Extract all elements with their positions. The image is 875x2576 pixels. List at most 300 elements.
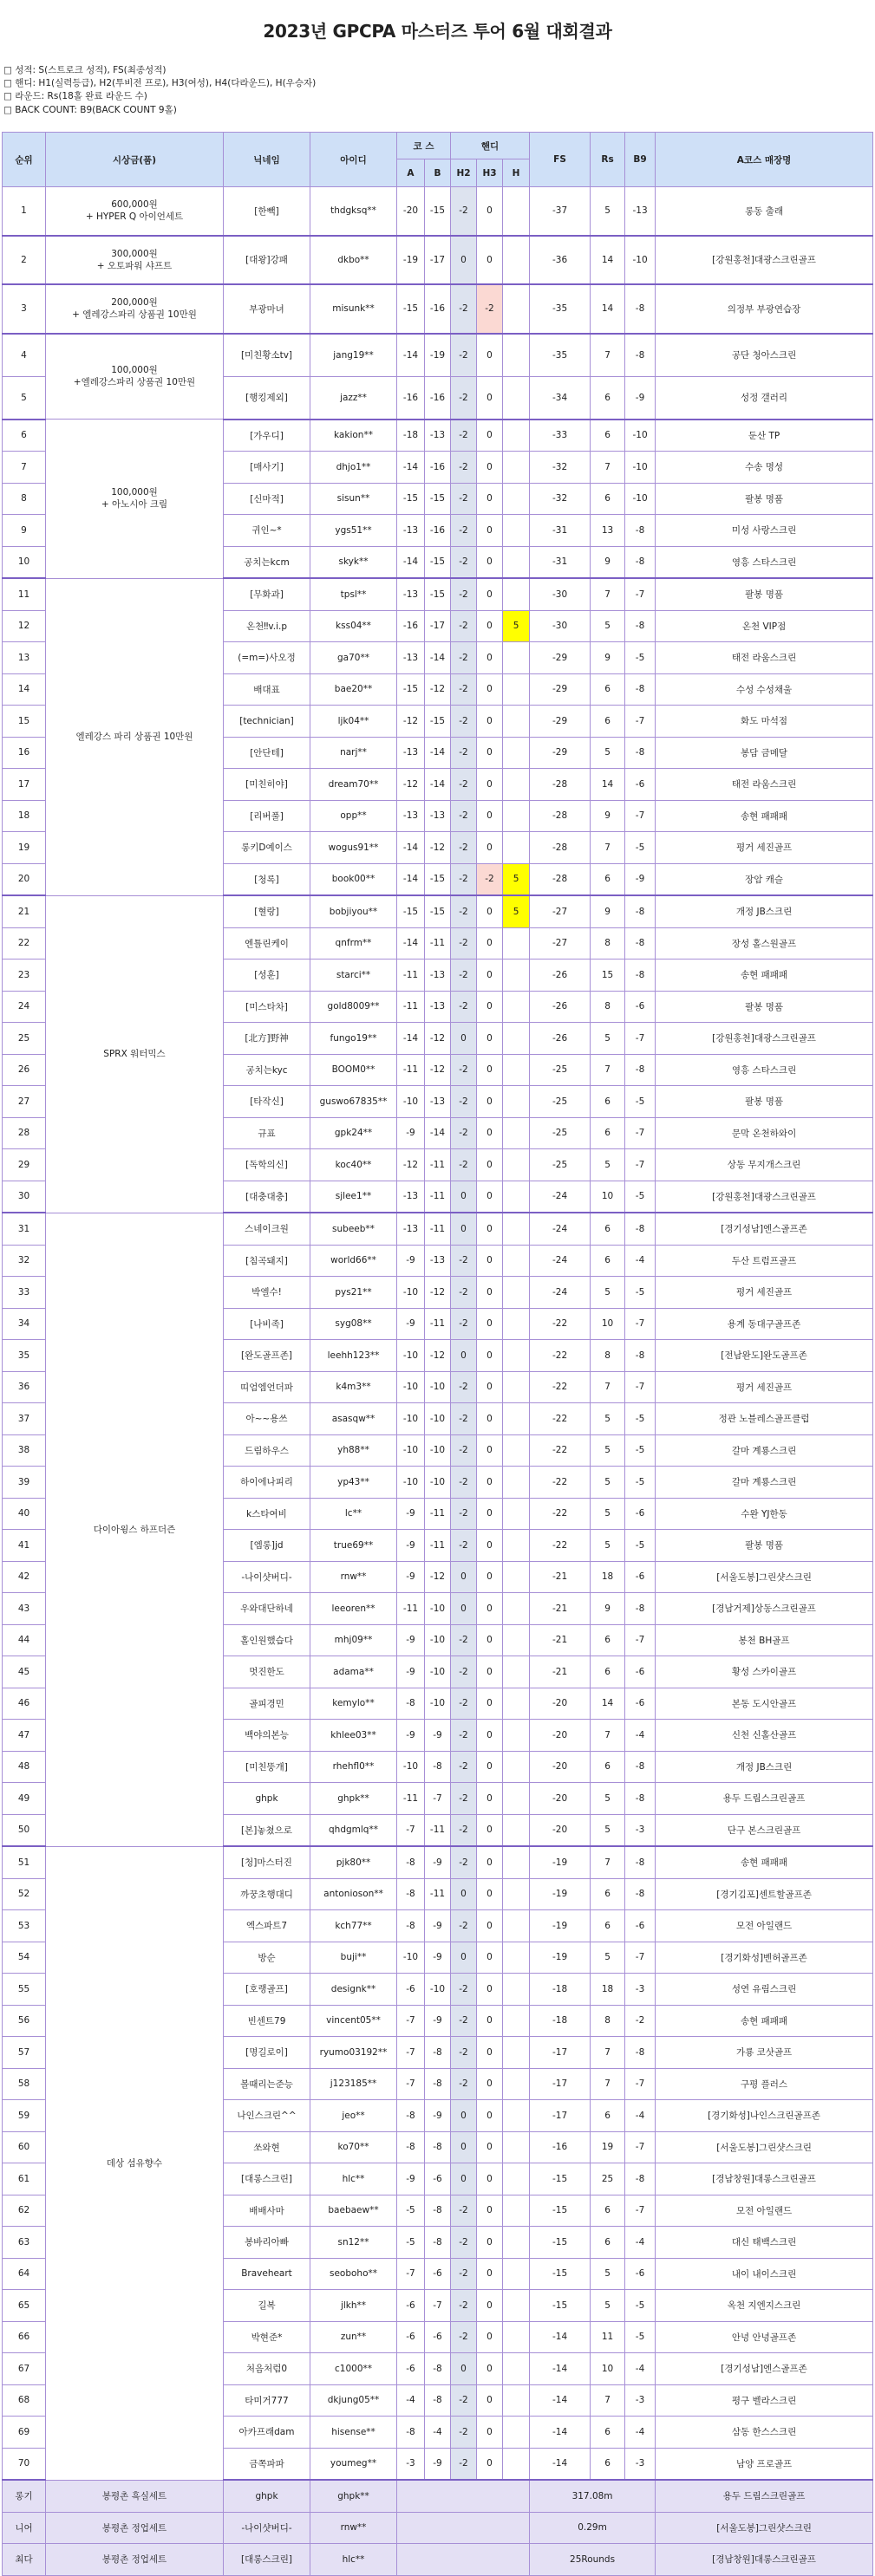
b9-cell: -7: [625, 2195, 656, 2227]
h2-cell: -2: [451, 2448, 477, 2480]
rank-cell: 58: [3, 2068, 46, 2100]
h2-cell: 0: [451, 1213, 477, 1245]
id-cell: jang19**: [310, 334, 397, 377]
b9-cell: -13: [625, 187, 656, 236]
id-cell: dkjung05**: [310, 2384, 397, 2417]
nickname-cell: 멋진한도: [224, 1656, 310, 1688]
nickname-cell: 까꿍초행대디: [224, 1878, 310, 1910]
rank-cell: 47: [3, 1720, 46, 1752]
b9-cell: -9: [625, 376, 656, 420]
course-b-cell: -8: [425, 2068, 451, 2100]
rank-cell: 18: [3, 800, 46, 832]
course-b-cell: -8: [425, 2384, 451, 2417]
course-a-cell: -14: [397, 927, 425, 959]
venue-cell: 갈마 계룡스크린: [656, 1467, 873, 1499]
course-a-cell: -8: [397, 1688, 425, 1720]
h-cell: [503, 1371, 530, 1403]
course-b-cell: -17: [425, 610, 451, 642]
rank-cell: 28: [3, 1117, 46, 1149]
rank-cell: 52: [3, 1878, 46, 1910]
rs-cell: 5: [591, 187, 625, 236]
h-cell: [503, 376, 530, 420]
h2-cell: -2: [451, 2195, 477, 2227]
h2-cell: 0: [451, 2353, 477, 2385]
fs-cell: -31: [530, 546, 591, 578]
b9-cell: -8: [625, 334, 656, 377]
h2-cell: 0: [451, 2131, 477, 2163]
nickname-cell: [무화과]: [224, 578, 310, 610]
rs-cell: 6: [591, 1117, 625, 1149]
rank-cell: 19: [3, 832, 46, 864]
h-cell: [503, 1054, 530, 1086]
course-b-cell: -13: [425, 991, 451, 1023]
rs-cell: 13: [591, 515, 625, 547]
h-cell: [503, 1974, 530, 2006]
rs-cell: 6: [591, 2448, 625, 2480]
rank-cell: 61: [3, 2163, 46, 2195]
course-b-cell: -15: [425, 578, 451, 610]
b9-cell: -8: [625, 1213, 656, 1245]
h3-cell: 0: [477, 2258, 503, 2290]
h-cell: [503, 420, 530, 452]
venue-cell: 봉천 BH골프: [656, 1624, 873, 1656]
fs-cell: -26: [530, 1023, 591, 1055]
id-cell: pjk80**: [310, 1846, 397, 1878]
h3-cell: 0: [477, 2131, 503, 2163]
id-cell: baebaew**: [310, 2195, 397, 2227]
venue-cell: 가룡 코삿골프: [656, 2037, 873, 2069]
course-a-cell: -13: [397, 578, 425, 610]
h-cell: [503, 706, 530, 738]
venue-cell: 공단 청아스크린: [656, 334, 873, 377]
nickname-cell: [안단테]: [224, 737, 310, 769]
nickname-cell: 배배사마: [224, 2195, 310, 2227]
award-row: [3, 2544, 873, 2576]
course-b-cell: -13: [425, 1086, 451, 1118]
course-a-cell: -5: [397, 2195, 425, 2227]
rs-cell: 5: [591, 737, 625, 769]
course-b-cell: -14: [425, 1117, 451, 1149]
rs-cell: 9: [591, 546, 625, 578]
id-cell: syg08**: [310, 1308, 397, 1340]
nickname-cell: 골피경민: [224, 1688, 310, 1720]
venue-cell: 영흥 스타스크린: [656, 1054, 873, 1086]
b9-cell: -5: [625, 2321, 656, 2353]
fs-cell: -22: [530, 1530, 591, 1562]
fs-cell: -22: [530, 1308, 591, 1340]
nickname-cell: [미친황소tv]: [224, 334, 310, 377]
fs-cell: -28: [530, 832, 591, 864]
fs-cell: -29: [530, 673, 591, 706]
h-cell: [503, 800, 530, 832]
id-cell: antonioson**: [310, 1878, 397, 1910]
rank-cell: 43: [3, 1593, 46, 1625]
h2-cell: -2: [451, 483, 477, 515]
h3-cell: 0: [477, 483, 503, 515]
course-b-cell: -12: [425, 832, 451, 864]
nickname-cell: 롱키D예이스: [224, 832, 310, 864]
nickname-cell: 엔틀린케이: [224, 927, 310, 959]
h-cell: [503, 2417, 530, 2449]
b9-cell: -5: [625, 1467, 656, 1499]
nickname-cell: 박엘수!: [224, 1277, 310, 1309]
course-b-cell: -10: [425, 1624, 451, 1656]
h2-cell: -2: [451, 1149, 477, 1181]
course-b-cell: -9: [425, 1942, 451, 1974]
rank-cell: 54: [3, 1942, 46, 1974]
h2-cell: -2: [451, 991, 477, 1023]
course-a-cell: -10: [397, 1340, 425, 1372]
nickname-cell: 배대표: [224, 673, 310, 706]
rank-cell: 13: [3, 642, 46, 674]
header-course-a: A: [397, 159, 425, 187]
course-b-cell: -6: [425, 2258, 451, 2290]
award-nickname: [대롱스크린]: [224, 2544, 310, 2576]
course-b-cell: -15: [425, 895, 451, 927]
rank-cell: 67: [3, 2353, 46, 2385]
rank-cell: 50: [3, 1814, 46, 1846]
fs-cell: -28: [530, 800, 591, 832]
nickname-cell: [청록]: [224, 863, 310, 895]
fs-cell: -36: [530, 236, 591, 285]
nickname-cell: [미친뚱개]: [224, 1751, 310, 1783]
h3-cell: 0: [477, 991, 503, 1023]
rank-cell: 49: [3, 1783, 46, 1815]
rank-cell: 20: [3, 863, 46, 895]
course-b-cell: -11: [425, 1498, 451, 1530]
b9-cell: -7: [625, 1149, 656, 1181]
h2-cell: 0: [451, 1561, 477, 1593]
rank-cell: 53: [3, 1910, 46, 1942]
id-cell: kch77**: [310, 1910, 397, 1942]
course-a-cell: -4: [397, 2384, 425, 2417]
award-label: 롱기: [3, 2480, 46, 2512]
h-cell: [503, 1245, 530, 1277]
b9-cell: -4: [625, 1245, 656, 1277]
course-b-cell: -9: [425, 1910, 451, 1942]
table-body: [3, 187, 873, 2576]
h-cell: [503, 2290, 530, 2322]
b9-cell: -3: [625, 2448, 656, 2480]
venue-cell: 둔산 TP: [656, 420, 873, 452]
h3-cell: 0: [477, 515, 503, 547]
h3-cell: 0: [477, 832, 503, 864]
nickname-cell: 부광마녀: [224, 284, 310, 334]
venue-cell: 팔봉 명품: [656, 1086, 873, 1118]
nickname-cell: [미친히야]: [224, 769, 310, 801]
h2-cell: -2: [451, 284, 477, 334]
h2-cell: -2: [451, 2258, 477, 2290]
id-cell: mhj09**: [310, 1624, 397, 1656]
b9-cell: -10: [625, 452, 656, 484]
fs-cell: -22: [530, 1434, 591, 1467]
rank-cell: 70: [3, 2448, 46, 2480]
h-cell: [503, 515, 530, 547]
venue-cell: 팔봉 명품: [656, 578, 873, 610]
course-a-cell: -8: [397, 2417, 425, 2449]
course-b-cell: -12: [425, 1561, 451, 1593]
h3-cell: 0: [477, 1751, 503, 1783]
table-row: [3, 236, 873, 285]
id-cell: true69**: [310, 1530, 397, 1562]
h-cell: [503, 1561, 530, 1593]
course-b-cell: -11: [425, 1530, 451, 1562]
venue-cell: 상동 무지개스크린: [656, 1149, 873, 1181]
rs-cell: 5: [591, 1434, 625, 1467]
nickname-cell: [엠롱]jd: [224, 1530, 310, 1562]
award-venue: [경남창원]대롱스크린골프: [656, 2544, 873, 2576]
course-a-cell: -8: [397, 2131, 425, 2163]
award-empty: [397, 2544, 530, 2576]
h3-cell: 0: [477, 1213, 503, 1245]
course-b-cell: -15: [425, 483, 451, 515]
rs-cell: 6: [591, 2227, 625, 2259]
h-cell: [503, 2005, 530, 2037]
h2-cell: -2: [451, 1498, 477, 1530]
h2-cell: -2: [451, 769, 477, 801]
fs-cell: -33: [530, 420, 591, 452]
h-cell: [503, 1751, 530, 1783]
b9-cell: -8: [625, 895, 656, 927]
venue-cell: 영흥 스타스크린: [656, 546, 873, 578]
fs-cell: -15: [530, 2195, 591, 2227]
course-a-cell: -11: [397, 1593, 425, 1625]
fs-cell: -37: [530, 187, 591, 236]
course-b-cell: -13: [425, 800, 451, 832]
h2-cell: -2: [451, 1371, 477, 1403]
b9-cell: -7: [625, 1023, 656, 1055]
id-cell: seoboho**: [310, 2258, 397, 2290]
h-cell: 5: [503, 863, 530, 895]
course-a-cell: -10: [397, 1403, 425, 1435]
h2-cell: -2: [451, 800, 477, 832]
id-cell: designk**: [310, 1974, 397, 2006]
venue-cell: [경기김포]센트할골프존: [656, 1878, 873, 1910]
h3-cell: 0: [477, 1149, 503, 1181]
course-b-cell: -11: [425, 1149, 451, 1181]
fs-cell: -24: [530, 1277, 591, 1309]
course-b-cell: -8: [425, 2131, 451, 2163]
venue-cell: 옥천 지엔지스크린: [656, 2290, 873, 2322]
b9-cell: -5: [625, 1434, 656, 1467]
fs-cell: -29: [530, 737, 591, 769]
venue-cell: 단구 본스크린골프: [656, 1814, 873, 1846]
h-cell: [503, 2384, 530, 2417]
b9-cell: -8: [625, 2163, 656, 2195]
h3-cell: 0: [477, 1974, 503, 2006]
rs-cell: 6: [591, 1213, 625, 1245]
b9-cell: -4: [625, 2227, 656, 2259]
h2-cell: -2: [451, 737, 477, 769]
nickname-cell: [혈랑]: [224, 895, 310, 927]
b9-cell: -8: [625, 1751, 656, 1783]
b9-cell: -4: [625, 1720, 656, 1752]
rs-cell: 7: [591, 578, 625, 610]
h3-cell: 0: [477, 1403, 503, 1435]
venue-cell: 신천 신홀산골프: [656, 1720, 873, 1752]
venue-cell: 황성 스카이골프: [656, 1656, 873, 1688]
b9-cell: -7: [625, 706, 656, 738]
rank-cell: 21: [3, 895, 46, 927]
h2-cell: -2: [451, 2037, 477, 2069]
id-cell: ghpk**: [310, 1783, 397, 1815]
h3-cell: 0: [477, 1054, 503, 1086]
fs-cell: -14: [530, 2321, 591, 2353]
rank-cell: 60: [3, 2131, 46, 2163]
table-header: [3, 133, 873, 187]
nickname-cell: 방순: [224, 1942, 310, 1974]
b9-cell: -8: [625, 610, 656, 642]
h-cell: [503, 832, 530, 864]
id-cell: dkbo**: [310, 236, 397, 285]
h3-cell: 0: [477, 2037, 503, 2069]
h2-cell: -2: [451, 895, 477, 927]
h-cell: [503, 1403, 530, 1435]
id-cell: jeo**: [310, 2100, 397, 2132]
note-backcount: □ BACK COUNT: B9(BACK COUNT 9홀): [3, 104, 177, 115]
award-venue: [서울도봉]그린샷스크린: [656, 2512, 873, 2544]
venue-cell: [경기성남]엔스골프존: [656, 2353, 873, 2385]
rs-cell: 8: [591, 991, 625, 1023]
venue-cell: 개정 JB스크린: [656, 895, 873, 927]
h-cell: [503, 2321, 530, 2353]
id-cell: pys21**: [310, 1277, 397, 1309]
venue-cell: 평거 세진골프: [656, 1371, 873, 1403]
h-cell: [503, 1624, 530, 1656]
course-a-cell: -19: [397, 236, 425, 285]
results-table: [2, 132, 873, 2576]
course-b-cell: -12: [425, 1054, 451, 1086]
h3-cell: 0: [477, 927, 503, 959]
h2-cell: 0: [451, 1181, 477, 1213]
h-cell: [503, 1593, 530, 1625]
rank-cell: 1: [3, 187, 46, 236]
award-empty: [397, 2480, 530, 2512]
fs-cell: -26: [530, 991, 591, 1023]
rs-cell: 5: [591, 1530, 625, 1562]
b9-cell: -7: [625, 1117, 656, 1149]
id-cell: misunk**: [310, 284, 397, 334]
h-cell: [503, 769, 530, 801]
fs-cell: -28: [530, 863, 591, 895]
course-b-cell: -17: [425, 236, 451, 285]
id-cell: buji**: [310, 1942, 397, 1974]
h-cell: [503, 737, 530, 769]
course-b-cell: -6: [425, 2163, 451, 2195]
course-a-cell: -13: [397, 800, 425, 832]
h-cell: [503, 1846, 530, 1878]
h3-cell: 0: [477, 1308, 503, 1340]
venue-cell: 성연 유림스크린: [656, 1974, 873, 2006]
id-cell: zun**: [310, 2321, 397, 2353]
fs-cell: -17: [530, 2037, 591, 2069]
nickname-cell: [호랭골프]: [224, 1974, 310, 2006]
nickname-cell: [행킹제외]: [224, 376, 310, 420]
h-cell: [503, 187, 530, 236]
course-a-cell: -9: [397, 1530, 425, 1562]
header-prize: 시상금(품): [46, 133, 224, 187]
fs-cell: -27: [530, 927, 591, 959]
venue-cell: [경기성남]엔스골프존: [656, 1213, 873, 1245]
nickname-cell: 귀인~*: [224, 515, 310, 547]
id-cell: adama**: [310, 1656, 397, 1688]
rank-cell: 3: [3, 284, 46, 334]
b9-cell: -7: [625, 1942, 656, 1974]
nickname-cell: [가우디]: [224, 420, 310, 452]
course-a-cell: -6: [397, 2321, 425, 2353]
id-cell: jlkh**: [310, 2290, 397, 2322]
id-cell: kss04**: [310, 610, 397, 642]
id-cell: subeeb**: [310, 1213, 397, 1245]
fs-cell: -14: [530, 2384, 591, 2417]
course-a-cell: -7: [397, 2005, 425, 2037]
h2-cell: -2: [451, 452, 477, 484]
rank-cell: 31: [3, 1213, 46, 1245]
course-b-cell: -11: [425, 1213, 451, 1245]
nickname-cell: 아카프래dam: [224, 2417, 310, 2449]
h2-cell: -2: [451, 1751, 477, 1783]
rank-cell: 69: [3, 2417, 46, 2449]
venue-cell: 평구 벨라스크린: [656, 2384, 873, 2417]
course-b-cell: -14: [425, 642, 451, 674]
b9-cell: -10: [625, 483, 656, 515]
nickname-cell: (=m=)사오정: [224, 642, 310, 674]
h3-cell: 0: [477, 420, 503, 452]
rs-cell: 7: [591, 2037, 625, 2069]
b9-cell: -10: [625, 236, 656, 285]
rank-cell: 34: [3, 1308, 46, 1340]
h-cell: [503, 1942, 530, 1974]
h3-cell: 0: [477, 2005, 503, 2037]
rs-cell: 5: [591, 1403, 625, 1435]
h-cell: [503, 2353, 530, 2385]
h2-cell: -2: [451, 1403, 477, 1435]
rank-cell: 26: [3, 1054, 46, 1086]
id-cell: gold8009**: [310, 991, 397, 1023]
rank-cell: 42: [3, 1561, 46, 1593]
rs-cell: 6: [591, 1245, 625, 1277]
b9-cell: -7: [625, 800, 656, 832]
h-cell: [503, 673, 530, 706]
h2-cell: -2: [451, 2227, 477, 2259]
h-cell: [503, 1023, 530, 1055]
h3-cell: 0: [477, 578, 503, 610]
rank-cell: 40: [3, 1498, 46, 1530]
nickname-cell: [성훈]: [224, 959, 310, 992]
h-cell: [503, 1277, 530, 1309]
course-a-cell: -14: [397, 452, 425, 484]
venue-cell: 갈마 계룡스크린: [656, 1434, 873, 1467]
rs-cell: 7: [591, 1846, 625, 1878]
course-a-cell: -9: [397, 1498, 425, 1530]
rank-cell: 51: [3, 1846, 46, 1878]
course-a-cell: -10: [397, 1751, 425, 1783]
rs-cell: 9: [591, 642, 625, 674]
h-cell: [503, 1910, 530, 1942]
h-cell: [503, 1086, 530, 1118]
venue-cell: 장암 캐슬: [656, 863, 873, 895]
nickname-cell: 홀인원했습다: [224, 1624, 310, 1656]
course-a-cell: -10: [397, 1942, 425, 1974]
course-a-cell: -10: [397, 1086, 425, 1118]
course-a-cell: -16: [397, 376, 425, 420]
course-b-cell: -6: [425, 2321, 451, 2353]
b9-cell: -7: [625, 1308, 656, 1340]
rank-cell: 33: [3, 1277, 46, 1309]
b9-cell: -2: [625, 2005, 656, 2037]
venue-cell: [강원홍천]대광스크린골프: [656, 236, 873, 285]
h-cell: [503, 2195, 530, 2227]
